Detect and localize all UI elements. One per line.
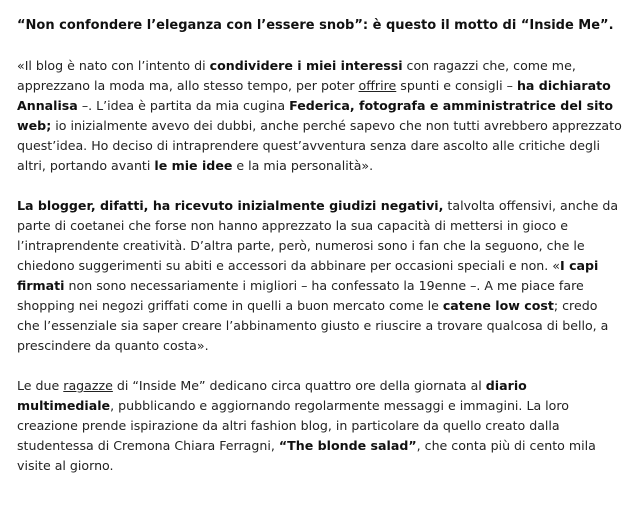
bold-run: le mie idee [154, 158, 233, 173]
text-run: e la mia personalità». [232, 158, 374, 173]
bold-run: diario multimediale [17, 378, 527, 413]
bold-run: Federica, fotografa e amministratrice del sito web; [17, 98, 614, 133]
text-run: talvolta offensivi, anche da parte di coetanei che forse non hanno apprezzato la sua capacità di mettersi in gioco e l’intraprendente creatività. D’altra parte, però, numerosi sono i fan che la seguono, che le chiedono suggerimenti su abiti e accessori da abbinare per occasioni speciali e non. « [17, 198, 619, 273]
paragraph-quote-annalisa [17, 56, 624, 176]
bold-run: “The blonde salad” [278, 438, 417, 453]
text-run: , pubblicando e aggiornando regolarmente messaggi e immagini. La loro creazione prende ispirazione da altri fashion blog, in particolare da quello creato dalla studentessa di Cremona Chiara Ferragni, [17, 398, 569, 453]
text-run: Le due [17, 378, 64, 393]
bold-run: ha dichiarato Annalisa [17, 78, 611, 113]
underlined-link-ragazze[interactable]: ragazze [63, 378, 113, 393]
text-run: io inizialmente avevo dei dubbi, anche perché sapevo che non tutti avrebbero apprezzato quest’idea. Ho deciso di intraprendere quest’avventura senza dare ascolto alle critiche degli altri, portando avanti [17, 118, 622, 173]
bold-run: catene low cost [442, 298, 554, 313]
text-run: spunti e consigli – [396, 78, 517, 93]
paragraph-blogger-critiche [17, 196, 624, 356]
text-run: «Il blog è nato con l’intento di [17, 58, 210, 73]
text-run: con ragazzi che, come me, apprezzano la moda ma, allo stesso tempo, per poter [17, 58, 576, 93]
text-run: ; credo che l’essenziale sia saper creare l’abbinamento giusto e riuscire a trovare qualcosa di bello, a prescindere da quanto costa». [17, 298, 609, 353]
article-heading: “Non confondere l’eleganza con l’essere snob”: è questo il motto di “Inside Me”. [17, 18, 614, 33]
text-run: –. L’idea è partita da mia cugina [77, 98, 290, 113]
underlined-link-offrire[interactable]: offrire [358, 78, 397, 93]
text-run: , che conta più di cento mila visite al giorno. [17, 438, 596, 473]
text-run: non sono necessariamente i migliori – ha confessato la 19enne –. A me piace fare shopping nei negozi griffati come in quelli a buon mercato come le [17, 278, 584, 313]
bold-run: La blogger, difatti, ha ricevuto inizialmente giudizi negativi, [17, 198, 444, 213]
paragraph-ragazze-diario [17, 376, 624, 476]
bold-run: I capi firmati [17, 258, 599, 293]
text-run: di “Inside Me” dedicano circa quattro ore della giornata al [112, 378, 486, 393]
bold-run: condividere i miei interessi [209, 58, 403, 73]
